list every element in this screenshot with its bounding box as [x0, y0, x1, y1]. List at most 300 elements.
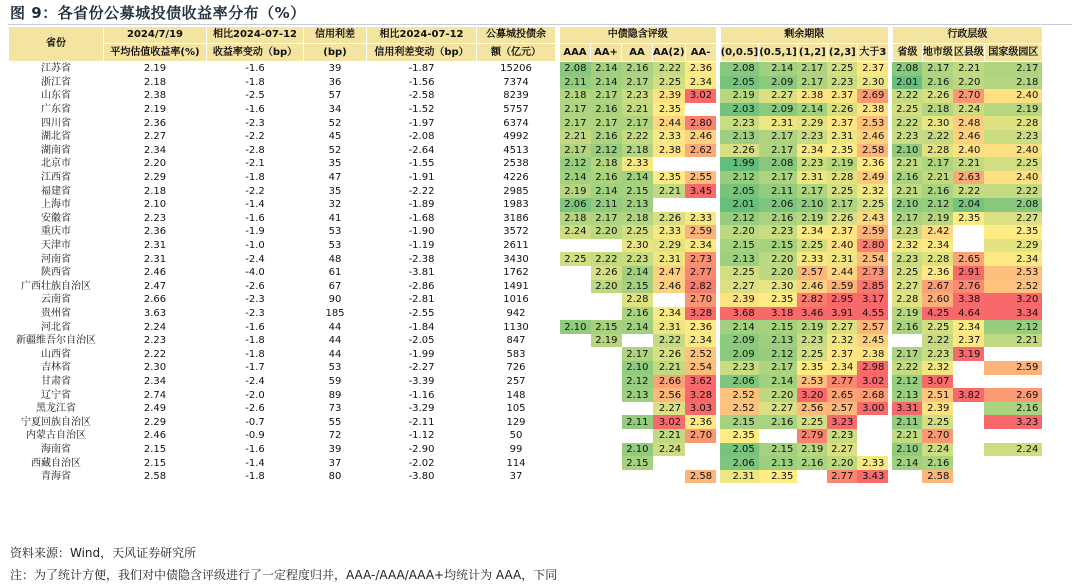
- maturity-yield-cell: 2.31: [797, 171, 827, 185]
- spread-change-cell: -3.29: [408, 403, 435, 415]
- rating-yield-cell: 2.70: [685, 293, 716, 307]
- rating-yield-cell: 2.15: [622, 184, 653, 198]
- admin-yield-cell: 2.67: [922, 280, 953, 294]
- maturity-yield-cell: 2.06: [720, 456, 759, 470]
- admin-yield-cell: 2.22: [953, 184, 984, 198]
- admin-yield-cell: 2.69: [984, 388, 1042, 402]
- balance-cell: 6374: [503, 117, 529, 129]
- admin-yield-cell: 2.12: [922, 198, 953, 212]
- admin-yield-cell: [953, 225, 984, 239]
- admin-yield-cell: 2.21: [953, 62, 984, 76]
- balance-cell: 2538: [503, 158, 529, 170]
- maturity-yield-cell: 2.12: [720, 171, 759, 185]
- spread-change-cell: -2.55: [408, 307, 435, 319]
- maturity-yield-cell: 2.23: [759, 225, 798, 239]
- maturity-yield-cell: 3.23: [827, 415, 857, 429]
- maturity-yield-cell: 2.52: [720, 402, 759, 416]
- spread-cell: 39: [328, 63, 342, 75]
- rating-yield-cell: 2.46: [653, 280, 686, 294]
- rating-yield-cell: 2.46: [685, 130, 716, 144]
- maturity-yield-cell: 2.25: [797, 415, 827, 429]
- rating-yield-cell: [560, 293, 591, 307]
- admin-yield-cell: 2.21: [892, 184, 922, 198]
- maturity-yield-cell: 2.95: [827, 293, 857, 307]
- admin-yield-cell: 2.18: [984, 76, 1042, 90]
- maturity-yield-cell: 2.57: [857, 320, 888, 334]
- yield-change-cell: -2.6: [245, 403, 265, 415]
- balance-cell: 726: [506, 362, 526, 374]
- rating-yield-cell: 2.12: [622, 375, 653, 389]
- header-admin-col: 地市级: [922, 44, 953, 62]
- province-cell: 重庆市: [41, 226, 71, 238]
- province-cell: 甘肃省: [41, 375, 71, 387]
- maturity-yield-cell: 2.09: [720, 347, 759, 361]
- spread-cell: 52: [328, 144, 342, 156]
- admin-yield-cell: [953, 443, 984, 457]
- table-row: [9, 293, 1043, 307]
- balance-cell: 2985: [503, 185, 529, 197]
- maturity-yield-cell: 2.43: [857, 212, 888, 226]
- table-row: [9, 89, 1043, 103]
- maturity-yield-cell: 2.35: [797, 361, 827, 375]
- rating-yield-cell: [653, 456, 686, 470]
- rating-yield-cell: 2.22: [653, 62, 686, 76]
- rating-yield-cell: [591, 415, 622, 429]
- maturity-yield-cell: 2.59: [827, 280, 857, 294]
- spread-cell: 47: [328, 172, 342, 184]
- yield-cell: 2.24: [143, 321, 167, 333]
- rating-yield-cell: 2.21: [622, 103, 653, 117]
- admin-yield-cell: 2.22: [892, 89, 922, 103]
- maturity-yield-cell: 2.79: [797, 429, 827, 443]
- rating-yield-cell: 2.62: [685, 144, 716, 158]
- admin-yield-cell: 2.32: [922, 361, 953, 375]
- admin-yield-cell: 2.27: [892, 280, 922, 294]
- maturity-yield-cell: 2.25: [720, 266, 759, 280]
- admin-yield-cell: 2.22: [922, 334, 953, 348]
- maturity-yield-cell: 2.06: [720, 375, 759, 389]
- spread-cell: 59: [328, 375, 342, 387]
- rating-yield-cell: 2.29: [653, 239, 686, 253]
- yield-change-cell: -1.7: [245, 362, 265, 374]
- rating-yield-cell: 3.03: [685, 402, 716, 416]
- maturity-yield-cell: 2.09: [759, 76, 798, 90]
- province-cell: 黑龙江省: [36, 403, 76, 415]
- admin-yield-cell: 4.64: [953, 307, 984, 321]
- spread-change-cell: -2.27: [408, 362, 435, 374]
- admin-yield-cell: 2.17: [922, 157, 953, 171]
- source-note: 资料来源：Wind，天风证券研究所: [10, 546, 197, 560]
- admin-yield-cell: 2.19: [892, 307, 922, 321]
- province-cell: 江西省: [41, 172, 71, 184]
- maturity-yield-cell: 3.18: [759, 307, 798, 321]
- rating-yield-cell: 2.36: [685, 415, 716, 429]
- table-row: [9, 116, 1043, 130]
- rating-yield-cell: [560, 388, 591, 402]
- admin-yield-cell: 4.25: [922, 307, 953, 321]
- rating-yield-cell: 2.47: [653, 266, 686, 280]
- admin-yield-cell: [953, 361, 984, 375]
- maturity-yield-cell: 2.38: [797, 89, 827, 103]
- admin-yield-cell: 2.01: [892, 76, 922, 90]
- rating-yield-cell: 2.14: [591, 76, 622, 90]
- yield-change-cell: -2.4: [245, 253, 265, 265]
- admin-yield-cell: 2.23: [984, 130, 1042, 144]
- admin-yield-cell: 2.70: [922, 429, 953, 443]
- maturity-yield-cell: 3.00: [857, 402, 888, 416]
- balance-cell: 942: [506, 307, 526, 319]
- maturity-yield-cell: 2.23: [827, 429, 857, 443]
- header-admin-col: 省级: [892, 44, 922, 62]
- province-cell: 上海市: [41, 199, 71, 211]
- maturity-yield-cell: 2.46: [797, 280, 827, 294]
- header-spread: 信用利差: [304, 27, 367, 44]
- yield-change-cell: -1.9: [245, 226, 265, 238]
- rating-yield-cell: 2.17: [622, 76, 653, 90]
- table-row: [9, 320, 1043, 334]
- rating-yield-cell: [622, 429, 653, 443]
- maturity-yield-cell: 2.10: [797, 198, 827, 212]
- rating-yield-cell: 2.14: [591, 62, 622, 76]
- table-row: [9, 443, 1043, 457]
- yield-change-cell: -2.1: [245, 158, 265, 170]
- admin-yield-cell: 2.13: [892, 388, 922, 402]
- yield-change-cell: -2.3: [245, 117, 265, 129]
- header-change-label: 收益率变动（bp）: [207, 44, 304, 62]
- province-cell: 西藏自治区: [31, 457, 81, 469]
- spread-cell: 67: [328, 280, 342, 292]
- spread-change-cell: -1.12: [408, 430, 435, 442]
- yield-cell: 2.19: [143, 104, 167, 116]
- header-rating-col: AA: [622, 44, 653, 62]
- admin-yield-cell: [984, 470, 1042, 484]
- admin-yield-cell: [984, 429, 1042, 443]
- rating-yield-cell: [591, 239, 622, 253]
- maturity-yield-cell: 2.25: [827, 62, 857, 76]
- spread-change-cell: -1.84: [408, 321, 435, 333]
- maturity-yield-cell: 2.19: [827, 157, 857, 171]
- admin-yield-cell: 2.12: [892, 375, 922, 389]
- rating-yield-cell: [591, 470, 622, 484]
- rating-yield-cell: 2.14: [622, 320, 653, 334]
- province-cell: 湖北省: [41, 131, 71, 143]
- maturity-yield-cell: 2.20: [759, 388, 798, 402]
- rating-yield-cell: 2.18: [622, 144, 653, 158]
- rating-yield-cell: 2.25: [622, 225, 653, 239]
- rating-yield-cell: [591, 361, 622, 375]
- admin-yield-cell: 2.10: [892, 144, 922, 158]
- table-row: [9, 334, 1043, 348]
- admin-yield-cell: 2.35: [953, 212, 984, 226]
- maturity-yield-cell: 2.52: [720, 388, 759, 402]
- rating-yield-cell: 2.58: [685, 470, 716, 484]
- spread-cell: 57: [328, 90, 342, 102]
- admin-yield-cell: 2.28: [922, 144, 953, 158]
- admin-yield-cell: 2.23: [892, 252, 922, 266]
- admin-yield-cell: 2.65: [953, 252, 984, 266]
- maturity-yield-cell: 2.37: [827, 347, 857, 361]
- table-row: [9, 62, 1043, 76]
- rating-yield-cell: 2.11: [591, 198, 622, 212]
- province-cell: 四川省: [41, 117, 71, 129]
- yield-change-cell: -2.6: [245, 280, 265, 292]
- header-maturity-col: (2,3]: [827, 44, 857, 62]
- admin-yield-cell: 2.16: [984, 402, 1042, 416]
- yield-change-cell: -1.4: [245, 199, 265, 211]
- table-row: [9, 144, 1043, 158]
- balance-cell: 5757: [503, 104, 529, 116]
- rating-yield-cell: 2.11: [560, 76, 591, 90]
- admin-yield-cell: 2.19: [984, 103, 1042, 117]
- admin-yield-cell: [892, 470, 922, 484]
- rating-yield-cell: [560, 307, 591, 321]
- balance-cell: 7374: [503, 76, 529, 88]
- maturity-yield-cell: 2.15: [720, 239, 759, 253]
- rating-yield-cell: [591, 402, 622, 416]
- rating-yield-cell: [653, 157, 686, 171]
- yield-change-cell: -1.6: [245, 443, 265, 455]
- yield-change-cell: -2.4: [245, 375, 265, 387]
- admin-yield-cell: 2.53: [984, 266, 1042, 280]
- spread-cell: 45: [328, 131, 342, 143]
- admin-yield-cell: 2.35: [984, 225, 1042, 239]
- header-maturity-col: (0,0.5]: [720, 44, 759, 62]
- maturity-yield-cell: 2.32: [827, 334, 857, 348]
- admin-yield-cell: 2.17: [892, 347, 922, 361]
- maturity-yield-cell: 2.35: [827, 144, 857, 158]
- spread-change-cell: -1.52: [408, 104, 435, 116]
- admin-yield-cell: 3.82: [953, 388, 984, 402]
- rating-yield-cell: 2.06: [560, 198, 591, 212]
- maturity-yield-cell: 2.19: [797, 212, 827, 226]
- rating-yield-cell: [622, 470, 653, 484]
- spread-cell: 41: [328, 212, 342, 224]
- maturity-yield-cell: 1.99: [720, 157, 759, 171]
- spread-cell: 89: [328, 389, 342, 401]
- table-row: [9, 388, 1043, 402]
- rating-yield-cell: 3.28: [685, 307, 716, 321]
- admin-yield-cell: 2.40: [984, 144, 1042, 158]
- spread-cell: 34: [328, 104, 342, 116]
- province-cell: 新疆维吾尔自治区: [16, 335, 96, 347]
- rating-yield-cell: 2.16: [591, 103, 622, 117]
- maturity-yield-cell: 2.37: [827, 225, 857, 239]
- rating-yield-cell: 3.62: [685, 375, 716, 389]
- province-cell: 福建省: [41, 185, 71, 197]
- rating-yield-cell: 2.80: [685, 116, 716, 130]
- admin-yield-cell: 3.34: [984, 307, 1042, 321]
- table-row: [9, 415, 1043, 429]
- yield-change-cell: -2.2: [245, 185, 265, 197]
- maturity-yield-cell: 2.98: [857, 361, 888, 375]
- admin-yield-cell: 2.12: [984, 320, 1042, 334]
- yield-cell: 2.36: [143, 117, 167, 129]
- maturity-yield-cell: 2.44: [827, 266, 857, 280]
- maturity-yield-cell: 2.20: [759, 252, 798, 266]
- table-row: [9, 157, 1043, 171]
- spread-change-cell: -1.87: [408, 63, 435, 75]
- rating-yield-cell: 2.25: [653, 76, 686, 90]
- spread-cell: 90: [328, 294, 342, 306]
- maturity-yield-cell: 3.43: [857, 470, 888, 484]
- rating-yield-cell: 2.82: [685, 280, 716, 294]
- maturity-yield-cell: 2.14: [759, 375, 798, 389]
- yield-cell: 2.34: [143, 375, 167, 387]
- rating-yield-cell: [591, 347, 622, 361]
- yield-change-cell: -2.3: [245, 307, 265, 319]
- maturity-yield-cell: 2.15: [759, 443, 798, 457]
- balance-cell: 1130: [503, 321, 529, 333]
- admin-yield-cell: 3.20: [984, 293, 1042, 307]
- spread-change-cell: -2.22: [408, 185, 435, 197]
- rating-yield-cell: [591, 429, 622, 443]
- rating-yield-cell: 2.17: [560, 116, 591, 130]
- rating-yield-cell: 2.13: [622, 388, 653, 402]
- maturity-yield-cell: 2.14: [720, 320, 759, 334]
- maturity-yield-cell: 2.27: [759, 402, 798, 416]
- balance-cell: 15206: [500, 63, 532, 75]
- yield-cell: 2.47: [143, 280, 167, 292]
- maturity-yield-cell: 2.38: [857, 103, 888, 117]
- maturity-yield-cell: 2.19: [720, 89, 759, 103]
- maturity-yield-cell: 2.31: [759, 116, 798, 130]
- yield-cell: 2.49: [143, 403, 167, 415]
- admin-yield-cell: 2.32: [892, 239, 922, 253]
- rating-yield-cell: 2.18: [622, 212, 653, 226]
- maturity-yield-cell: 2.27: [720, 280, 759, 294]
- maturity-yield-cell: 2.53: [857, 116, 888, 130]
- spread-cell: 35: [328, 158, 342, 170]
- rating-yield-cell: 2.22: [653, 334, 686, 348]
- maturity-yield-cell: 2.09: [720, 334, 759, 348]
- balance-cell: 99: [509, 443, 523, 455]
- rating-yield-cell: [560, 443, 591, 457]
- rating-yield-cell: 2.39: [653, 89, 686, 103]
- rating-yield-cell: 2.36: [685, 320, 716, 334]
- header-yield-date: 2024/7/19: [104, 27, 207, 44]
- table-row: [9, 375, 1043, 389]
- footnote: 注：为了统计方便，我们对中债隐含评级进行了一定程度归并，AAA-/AAA/AAA+均统计为 AAA，下同: [10, 568, 558, 582]
- maturity-yield-cell: 2.68: [857, 388, 888, 402]
- province-cell: 云南省: [41, 294, 71, 306]
- header-spread-change-label: 信用利差变动（bp）: [367, 44, 477, 62]
- spread-cell: 44: [328, 348, 342, 360]
- maturity-yield-cell: 2.53: [797, 375, 827, 389]
- yield-change-cell: -1.8: [245, 76, 265, 88]
- maturity-yield-cell: 2.85: [857, 280, 888, 294]
- spread-change-cell: -2.08: [408, 131, 435, 143]
- spread-change-cell: -2.05: [408, 335, 435, 347]
- maturity-yield-cell: 2.29: [797, 116, 827, 130]
- province-cell: 河南省: [41, 253, 71, 265]
- admin-yield-cell: 2.16: [922, 184, 953, 198]
- header-province: 省份: [9, 27, 104, 62]
- yield-change-cell: -2.2: [245, 131, 265, 143]
- yield-change-cell: -1.6: [245, 212, 265, 224]
- rating-yield-cell: 2.30: [622, 239, 653, 253]
- admin-yield-cell: 2.25: [892, 266, 922, 280]
- admin-yield-cell: 2.39: [922, 402, 953, 416]
- balance-cell: 114: [506, 457, 526, 469]
- admin-yield-cell: 2.63: [953, 171, 984, 185]
- province-cell: 陕西省: [41, 267, 71, 279]
- rating-yield-cell: 2.26: [591, 266, 622, 280]
- rating-yield-cell: 3.02: [685, 89, 716, 103]
- rating-yield-cell: [591, 456, 622, 470]
- maturity-yield-cell: 2.54: [857, 252, 888, 266]
- spread-cell: 48: [328, 253, 342, 265]
- balance-cell: 4513: [503, 144, 529, 156]
- maturity-yield-cell: 2.30: [759, 280, 798, 294]
- maturity-yield-cell: 2.20: [720, 225, 759, 239]
- maturity-yield-cell: 2.31: [827, 130, 857, 144]
- rating-yield-cell: 2.24: [560, 225, 591, 239]
- table-row: [9, 266, 1043, 280]
- admin-yield-cell: 2.22: [892, 361, 922, 375]
- admin-yield-cell: [953, 415, 984, 429]
- maturity-yield-cell: 2.26: [720, 144, 759, 158]
- header-yield-label: 平均估值收益率(%): [104, 44, 207, 62]
- rating-yield-cell: 2.33: [653, 130, 686, 144]
- maturity-yield-cell: [797, 470, 827, 484]
- province-cell: 贵州省: [41, 307, 71, 319]
- admin-yield-cell: 2.16: [922, 456, 953, 470]
- admin-yield-cell: 3.23: [984, 415, 1042, 429]
- maturity-yield-cell: 2.23: [720, 116, 759, 130]
- rating-yield-cell: 2.52: [685, 347, 716, 361]
- rating-yield-cell: 2.14: [591, 184, 622, 198]
- maturity-yield-cell: 2.34: [797, 144, 827, 158]
- spread-cell: 185: [325, 307, 345, 319]
- admin-yield-cell: 2.34: [984, 252, 1042, 266]
- maturity-yield-cell: 2.20: [827, 456, 857, 470]
- spread-change-cell: -1.97: [408, 117, 435, 129]
- yield-change-cell: -1.8: [245, 471, 265, 483]
- admin-yield-cell: 2.25: [922, 320, 953, 334]
- rating-yield-cell: 2.35: [653, 103, 686, 117]
- yield-cell: 2.23: [143, 212, 167, 224]
- rating-yield-cell: 2.26: [653, 212, 686, 226]
- admin-yield-cell: 3.19: [953, 347, 984, 361]
- maturity-yield-cell: 2.13: [720, 130, 759, 144]
- rating-yield-cell: 2.55: [685, 171, 716, 185]
- rating-yield-cell: 2.34: [685, 76, 716, 90]
- admin-yield-cell: [953, 429, 984, 443]
- rating-yield-cell: 2.20: [591, 225, 622, 239]
- rating-yield-cell: 2.14: [560, 171, 591, 185]
- rating-yield-cell: [591, 375, 622, 389]
- rating-yield-cell: 2.17: [591, 116, 622, 130]
- maturity-yield-cell: 2.23: [797, 334, 827, 348]
- yield-cell: 2.29: [143, 416, 167, 428]
- header-spread-unit: (bp): [304, 44, 367, 62]
- admin-yield-cell: 2.10: [892, 198, 922, 212]
- maturity-yield-cell: 2.25: [797, 347, 827, 361]
- balance-cell: 148: [506, 389, 526, 401]
- maturity-yield-cell: 2.09: [759, 103, 798, 117]
- balance-cell: 257: [506, 375, 526, 387]
- balance-cell: 583: [506, 348, 526, 360]
- yield-cell: 2.15: [143, 443, 167, 455]
- spread-cell: 44: [328, 335, 342, 347]
- spread-change-cell: -1.99: [408, 348, 435, 360]
- admin-yield-cell: 2.14: [892, 456, 922, 470]
- spread-change-cell: -1.91: [408, 172, 435, 184]
- maturity-yield-cell: 2.15: [759, 320, 798, 334]
- maturity-yield-cell: 3.46: [797, 307, 827, 321]
- admin-yield-cell: 2.16: [922, 76, 953, 90]
- rating-yield-cell: 2.19: [560, 184, 591, 198]
